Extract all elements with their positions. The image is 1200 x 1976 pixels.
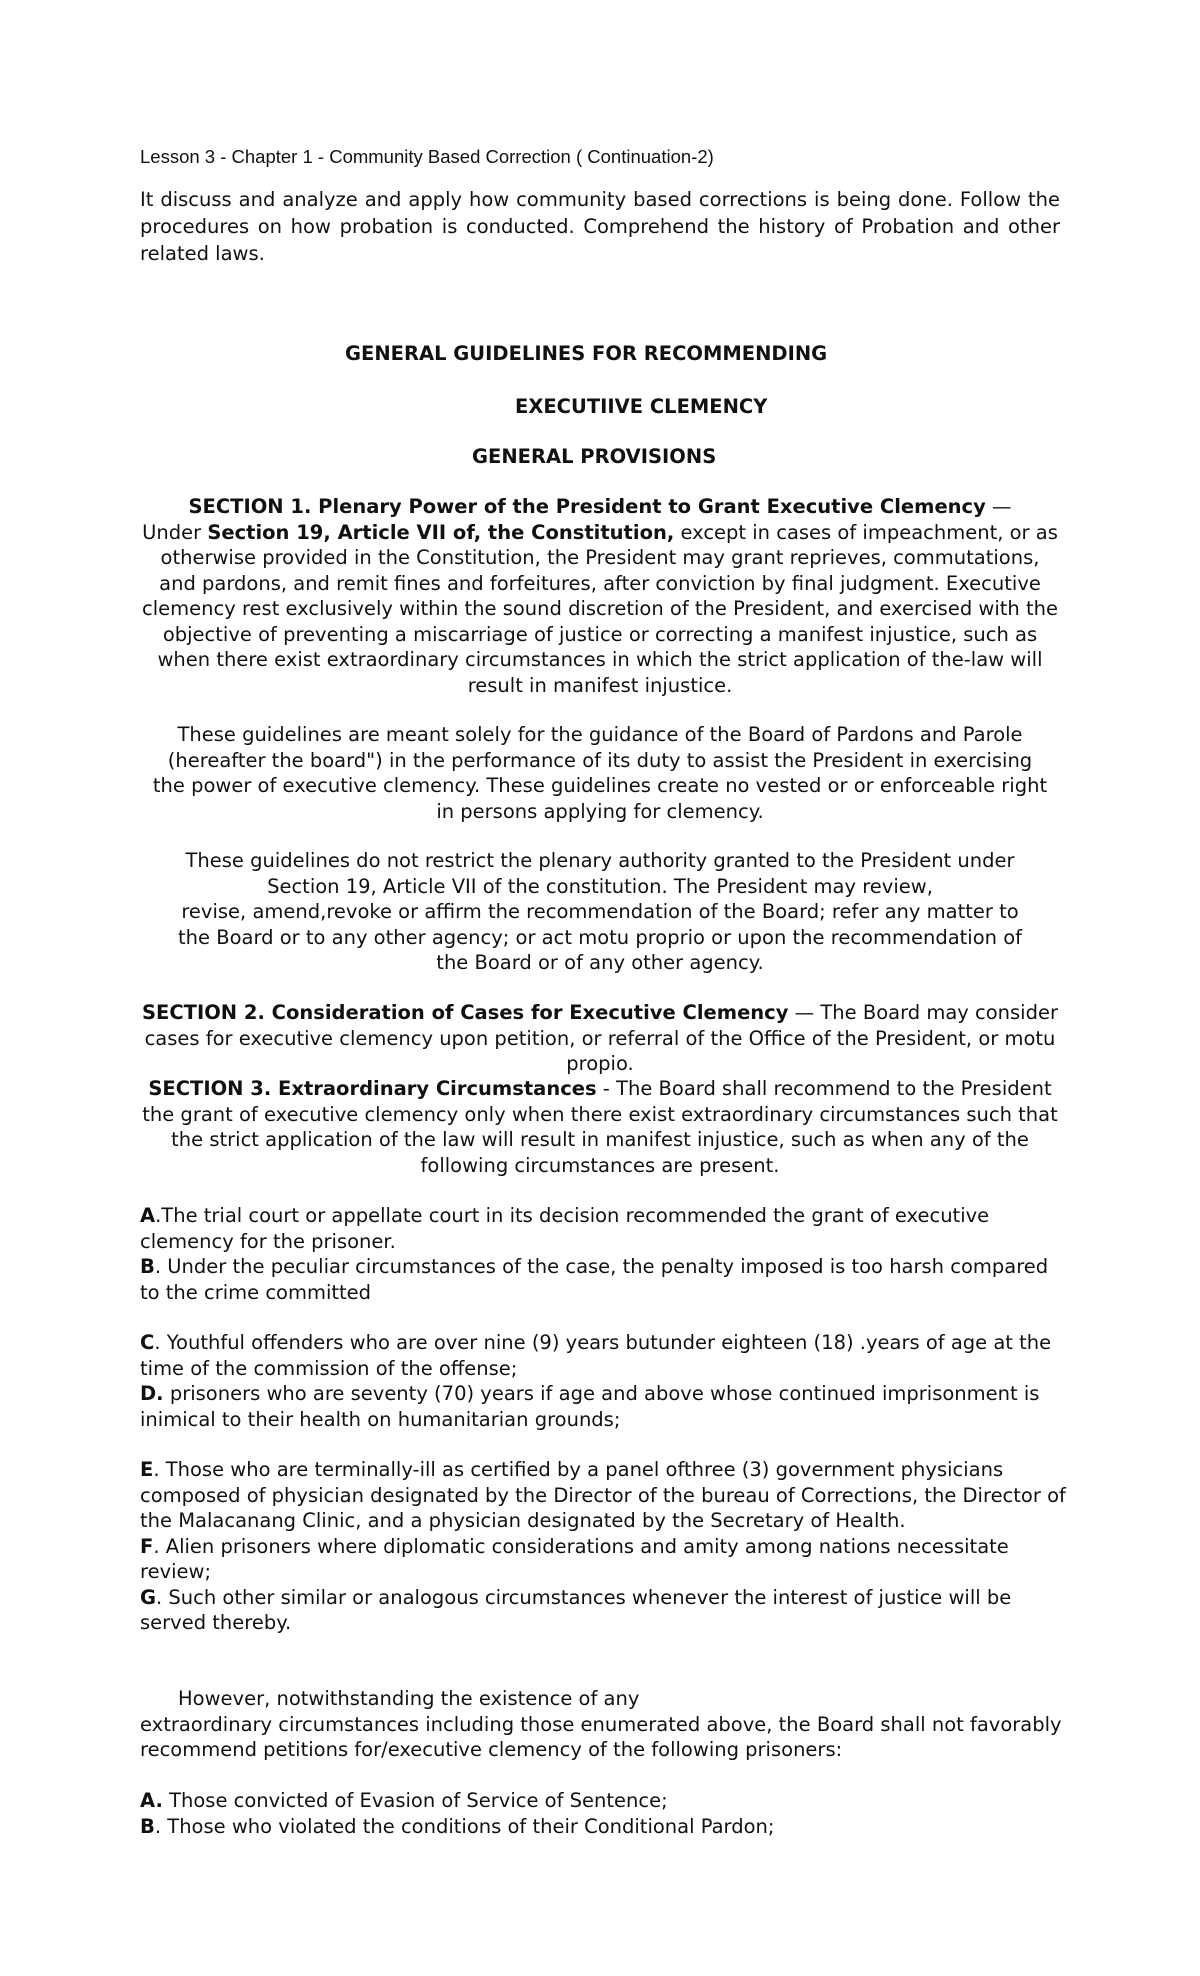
section-1-reference: Section 19, Article VII of, the Constitution, <box>207 520 675 544</box>
section-2 <box>140 1000 1060 1077</box>
list-item: E. Those who are terminally-ill as certified by a panel ofthree (3) government physicians composed of physician designated by the Director of the bureau of Corrections, the Director of the Malacanang Clinic, and a physician designated by the Secretary of Health. <box>140 1458 1066 1532</box>
heading-guidelines: GENERAL GUIDELINES FOR RECOMMENDING <box>345 342 828 365</box>
item-letter: C <box>140 1331 155 1354</box>
intro-paragraph: It discuss and analyze and apply how community based corrections is being done. Follow the procedures on how probation is conducted. Comprehend the history of Probation and other related laws. <box>140 188 1060 265</box>
item-text: Alien prisoners where diplomatic considerations and amity among nations necessitate review; <box>140 1534 1009 1583</box>
item-text: Those convicted of Evasion of Service of Sentence; <box>169 1789 668 1812</box>
list-item: F. Alien prisoners where diplomatic considerations and amity among nations necessitate review; <box>140 1534 1009 1583</box>
section-2-title: SECTION 2. Consideration of Cases for Executive Clemency <box>141 1001 789 1024</box>
restrict-line-3: revise, amend,revoke or affirm the recommendation of the Board; refer any matter to <box>181 900 1019 923</box>
section-3-body: - The Board shall recommend to the President the grant of executive clemency only when there exist extraordinary circumstances such that the strict application of the law will result in manifest injustice, such as when any of the following circumstances are present. <box>142 1077 1058 1177</box>
exclusions-list <box>140 1788 1070 1839</box>
circumstances-list-3 <box>140 1457 1070 1636</box>
however-paragraph <box>140 1686 1070 1763</box>
item-letter: A. <box>140 1789 163 1812</box>
item-letter: A <box>140 1204 156 1227</box>
item-letter: B <box>140 1814 155 1838</box>
section-1-under: Under <box>142 520 208 544</box>
heading-general-provisions: GENERAL PROVISIONS <box>472 445 717 468</box>
item-text: Youthful offenders who are over nine (9) years butunder eighteen (18) .years of age at the time of the commission of the offense; <box>140 1331 1052 1380</box>
restrict-line-5: the Board or of any other agency. <box>436 951 764 974</box>
however-rest: extraordinary circumstances including those enumerated above, the Board shall not favorably recommend petitions for/executive clemency of the following prisoners: <box>140 1712 1062 1761</box>
section-3-title: SECTION 3. Extraordinary Circumstances <box>148 1077 597 1100</box>
heading-executive-clemency: EXECUTIIVE CLEMENCY <box>515 395 768 418</box>
item-letter: D. <box>140 1382 164 1405</box>
item-letter: G <box>140 1585 157 1609</box>
item-text: Those who are terminally-ill as certified by a panel ofthree (3) government physicians composed of physician designated by the Director of the bureau of Corrections, the Director of the Malacanang Clinic, and a physician designated by the Secretary of Health. <box>140 1458 1066 1532</box>
list-item <box>140 1381 1070 1432</box>
however-first-line: However, notwithstanding the existence of any <box>178 1687 640 1710</box>
section-1-title: SECTION 1. Plenary Power of the President to Grant Executive Clemency <box>188 495 986 518</box>
restrict-paragraph <box>140 848 1060 976</box>
item-letter: F <box>140 1534 154 1558</box>
section-1-dash: — <box>985 495 1012 518</box>
restrict-line-4: the Board or to any other agency; or act motu proprio or upon the recommendation of <box>178 925 1022 949</box>
item-text: Those who violated the conditions of their Conditional Pardon; <box>167 1814 775 1838</box>
list-item: A.The trial court or appellate court in its decision recommended the grant of executive clemency for the prisoner. <box>140 1204 990 1253</box>
guidelines-paragraph: These guidelines are meant solely for the guidance of the Board of Pardons and Parole (hereafter the board") in the performance of its duty to assist the President in exercising the power of executive clemency. These guidelines create no vested or or enforceable right in persons applying for clemency. <box>152 723 1048 823</box>
item-letter: B <box>140 1255 155 1278</box>
item-text: Such other similar or analogous circumstances whenever the interest of justice will be served thereby. <box>140 1585 1012 1634</box>
section-1-body: except in cases of impeachment, or as otherwise provided in the Constitution, the President may grant reprieves, commutations, and pardons, and remit fines and forfeitures, after conviction by final judgment. Executive clemency rest exclusively within the sound discretion of the President, and exercised with the objective of preventing a miscarriage of justice or correcting a manifest injustice, such as when there exist extraordinary circumstances in which the strict application of the-law will result in manifest injustice. <box>142 520 1058 697</box>
list-item: G. Such other similar or analogous circumstances whenever the interest of justice will be served thereby. <box>140 1585 1012 1634</box>
item-text: prisoners who are seventy (70) years if age and above whose continued imprisonment is inimical to their health on humanitarian grounds; <box>140 1382 1040 1431</box>
circumstances-list-1 <box>140 1203 1070 1305</box>
list-item: B. Under the peculiar circumstances of the case, the penalty imposed is too harsh compared to the crime committed <box>140 1255 1049 1304</box>
section-1 <box>140 494 1060 698</box>
item-letter: E <box>140 1458 154 1481</box>
list-item: C. Youthful offenders who are over nine (9) years butunder eighteen (18) .years of age at the time of the commission of the offense; <box>140 1331 1052 1380</box>
item-text: The trial court or appellate court in its decision recommended the grant of executive clemency for the prisoner. <box>140 1204 990 1253</box>
section-2-body: — The Board may consider cases for executive clemency upon petition, or referral of the Office of the President, or motu propio. <box>144 1001 1058 1075</box>
item-text: Under the peculiar circumstances of the case, the penalty imposed is too harsh compared to the crime committed <box>140 1255 1049 1304</box>
list-item: B. Those who violated the conditions of their Conditional Pardon; <box>140 1814 775 1838</box>
restrict-line-2: Section 19, Article VII of the constitution. The President may review, <box>267 874 933 898</box>
lesson-header: Lesson 3 - Chapter 1 - Community Based Correction ( Continuation-2) <box>140 146 714 167</box>
restrict-line-1: These guidelines do not restrict the plenary authority granted to the President under <box>185 849 1015 872</box>
list-item <box>140 1788 1070 1814</box>
circumstances-list-2 <box>140 1330 1070 1432</box>
section-3 <box>140 1076 1060 1178</box>
